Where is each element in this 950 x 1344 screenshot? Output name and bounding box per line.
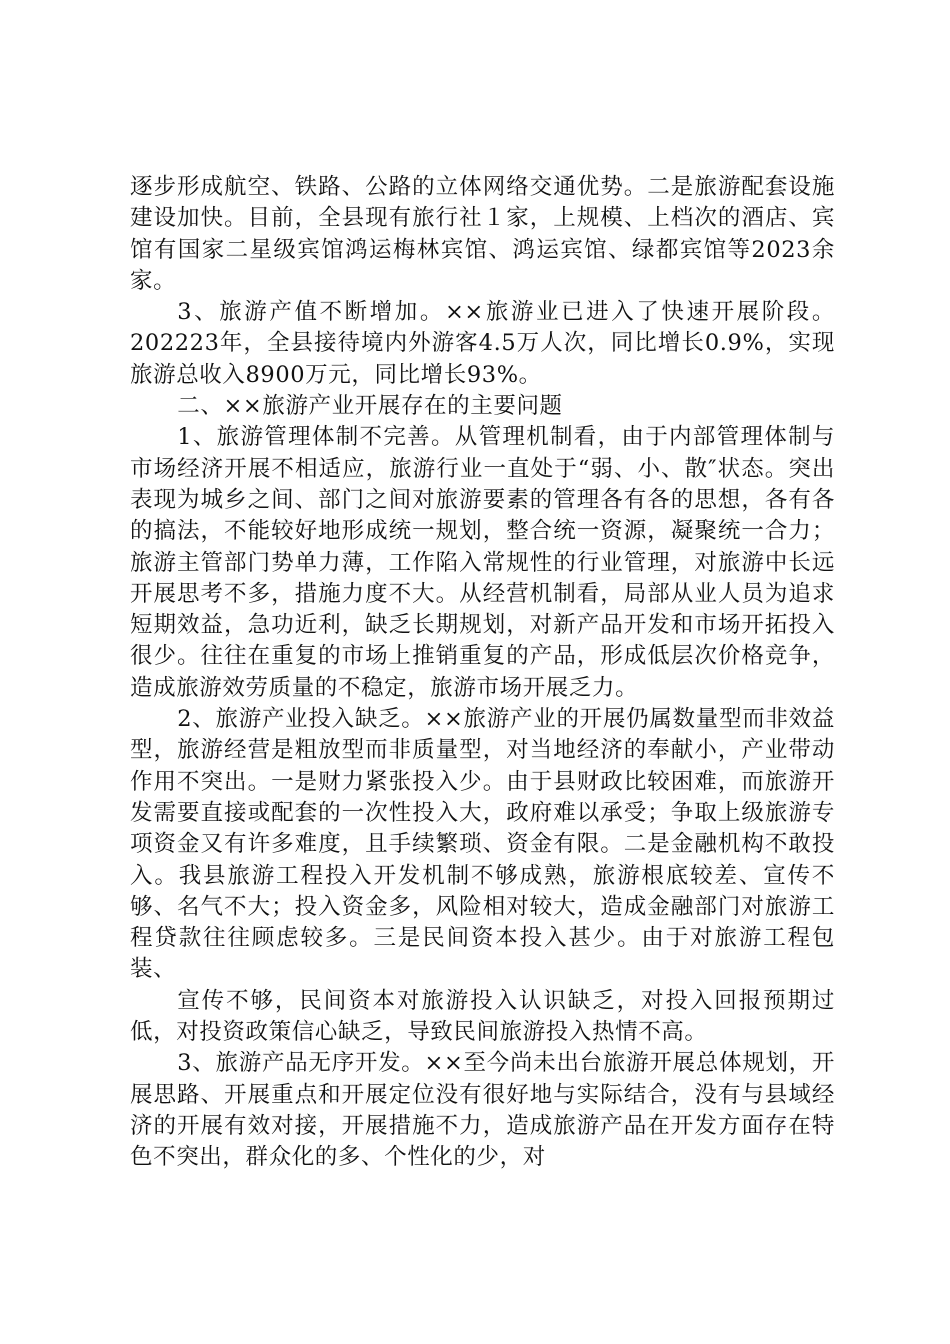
paragraph-transport-facilities: 逐步形成航空、铁路、公路的立体网络交通优势。二是旅游配套设施建设加快。目前，全县现有旅行社１家，上规模、上档次的酒店、宾馆有国家二星级宾馆鸿运梅林宾馆、鸿运宾馆、绿都宾馆等2023余家。: [130, 174, 835, 294]
paragraph-product-development: 3、旅游产品无序开发。××至今尚未出台旅游开展总体规划，开展思路、开展重点和开展定位没有很好地与实际结合，没有与县域经济的开展有效对接，开展措施不力，造成旅游产品在开发方面存在特色不突出，群众化的多、个性化的少，对: [130, 1050, 835, 1171]
document-body: [130, 172, 835, 1174]
paragraph-management-system: 1、旅游管理体制不完善。从管理机制看，由于内部管理体制与市场经济开展不相适应，旅游行业一直处于“弱、小、散″状态。突出表现为城乡之间、部门之间对旅游要素的管理各有各的思想，各有各的搞法，不能较好地形成统一规划，整合统一资源，凝聚统一合力；旅游主管部门势单力薄，工作陷入常规性的行业管理，对旅游中长远开展思考不多，措施力度不大。从经营机制看，局部从业人员为追求短期效益，急功近利，缺乏长期规划，对新产品开发和市场开拓投入很少。往往在重复的市场上推销重复的产品，形成低层次价格竞争，造成旅游效劳质量的不稳定，旅游市场开展乏力。: [130, 424, 835, 701]
paragraph-tourism-output: 3、旅游产值不断增加。××旅游业已进入了快速开展阶段。202223年，全县接待境内外游客4.5万人次，同比增长0.9%，实现旅游总收入8900万元，同比增长93%。: [130, 299, 835, 388]
paragraph-investment-shortage: 2、旅游产业投入缺乏。××旅游产业的开展仍属数量型而非效益型，旅游经营是粗放型而非质量型，对当地经济的奉献小，产业带动作用不突出。一是财力紧张投入少。由于县财政比较困难，而旅游开发需要直接或配套的一次性投入大，政府难以承受；争取上级旅游专项资金又有许多难度，且手续繁琐、资金有限。二是金融机构不敢投入。我县旅游工程投入开发机制不够成熟，旅游根底较差、宣传不够、名气不大；投入资金多，风险相对较大，造成金融部门对旅游工程贷款往往顾虑较多。三是民间资本投入甚少。由于对旅游工程包装、: [130, 706, 835, 983]
paragraph-private-capital: 宣传不够，民间资本对旅游投入认识缺乏，对投入回报预期过低，对投资政策信心缺乏，导致民间旅游投入热情不高。: [130, 987, 835, 1046]
section-heading-main-problems: 二、××旅游产业开展存在的主要问题: [177, 393, 563, 420]
